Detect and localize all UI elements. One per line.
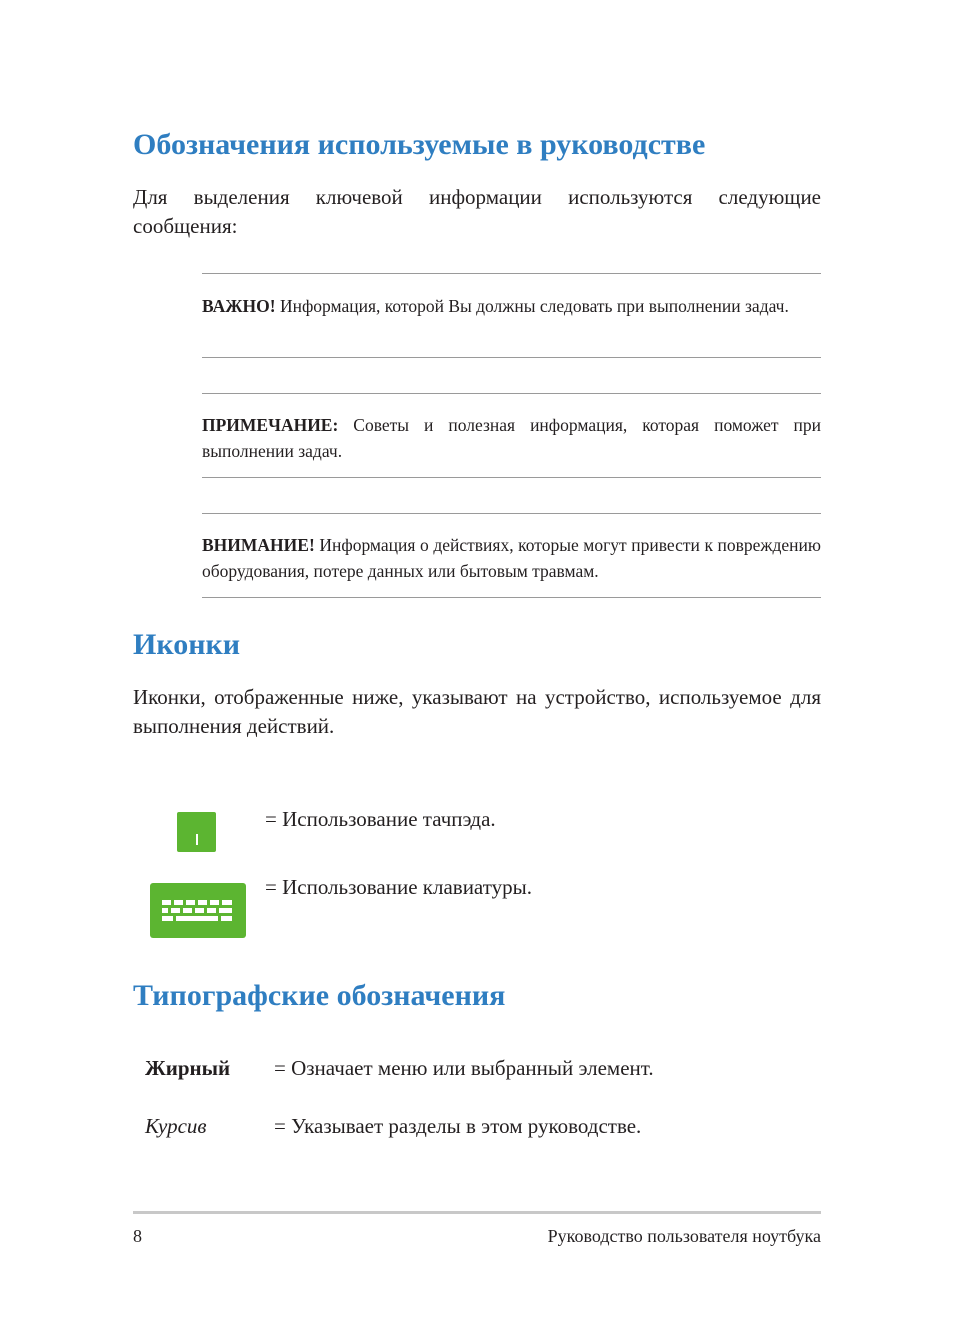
conventions-intro: Для выделения ключевой информации используются следующие сообщения: [133,185,821,238]
note-divider [202,513,821,514]
bold-description: = Означает меню или выбранный элемент. [274,1056,654,1080]
icons-heading: Иконки [133,628,241,661]
note-divider [202,477,821,478]
note-body: Информация, которой Вы должны следовать при выполнении задач. [275,296,789,316]
page-number: 8 [133,1226,142,1246]
touchpad-icon [177,812,216,852]
note-divider [202,357,821,358]
keyboard-label: = Использование клавиатуры. [265,875,532,899]
keyboard-icon [150,883,246,938]
note-remark [202,412,821,464]
note-divider [202,393,821,394]
footer-divider [133,1211,821,1214]
italic-description: = Указывает разделы в этом руководстве. [274,1114,642,1138]
note-divider [202,597,821,598]
note-body: Советы и полезная информация, которая поможет при выполнении задач. [202,415,821,461]
note-label: ВНИМАНИЕ! [202,535,315,555]
note-label: ПРИМЕЧАНИЕ: [202,415,339,435]
bold-term: Жирный [145,1056,231,1080]
footer-title: Руководство пользователя ноутбука [547,1226,821,1246]
touchpad-label: = Использование тачпэда. [265,807,496,831]
conventions-heading: Обозначения используемые в руководстве [133,128,706,161]
note-label: ВАЖНО! [202,296,276,316]
icons-intro: Иконки, отображенные ниже, указывают на устройство, используемое для выполнения действий. [133,685,821,738]
typography-heading: Типографские обозначения [133,979,506,1012]
note-warning [202,532,821,584]
note-important [202,293,821,319]
italic-term: Курсив [145,1114,207,1138]
note-body: Информация о действиях, которые могут привести к повреждению оборудования, потере данных или бытовым травмам. [202,535,821,581]
note-divider [202,273,821,274]
